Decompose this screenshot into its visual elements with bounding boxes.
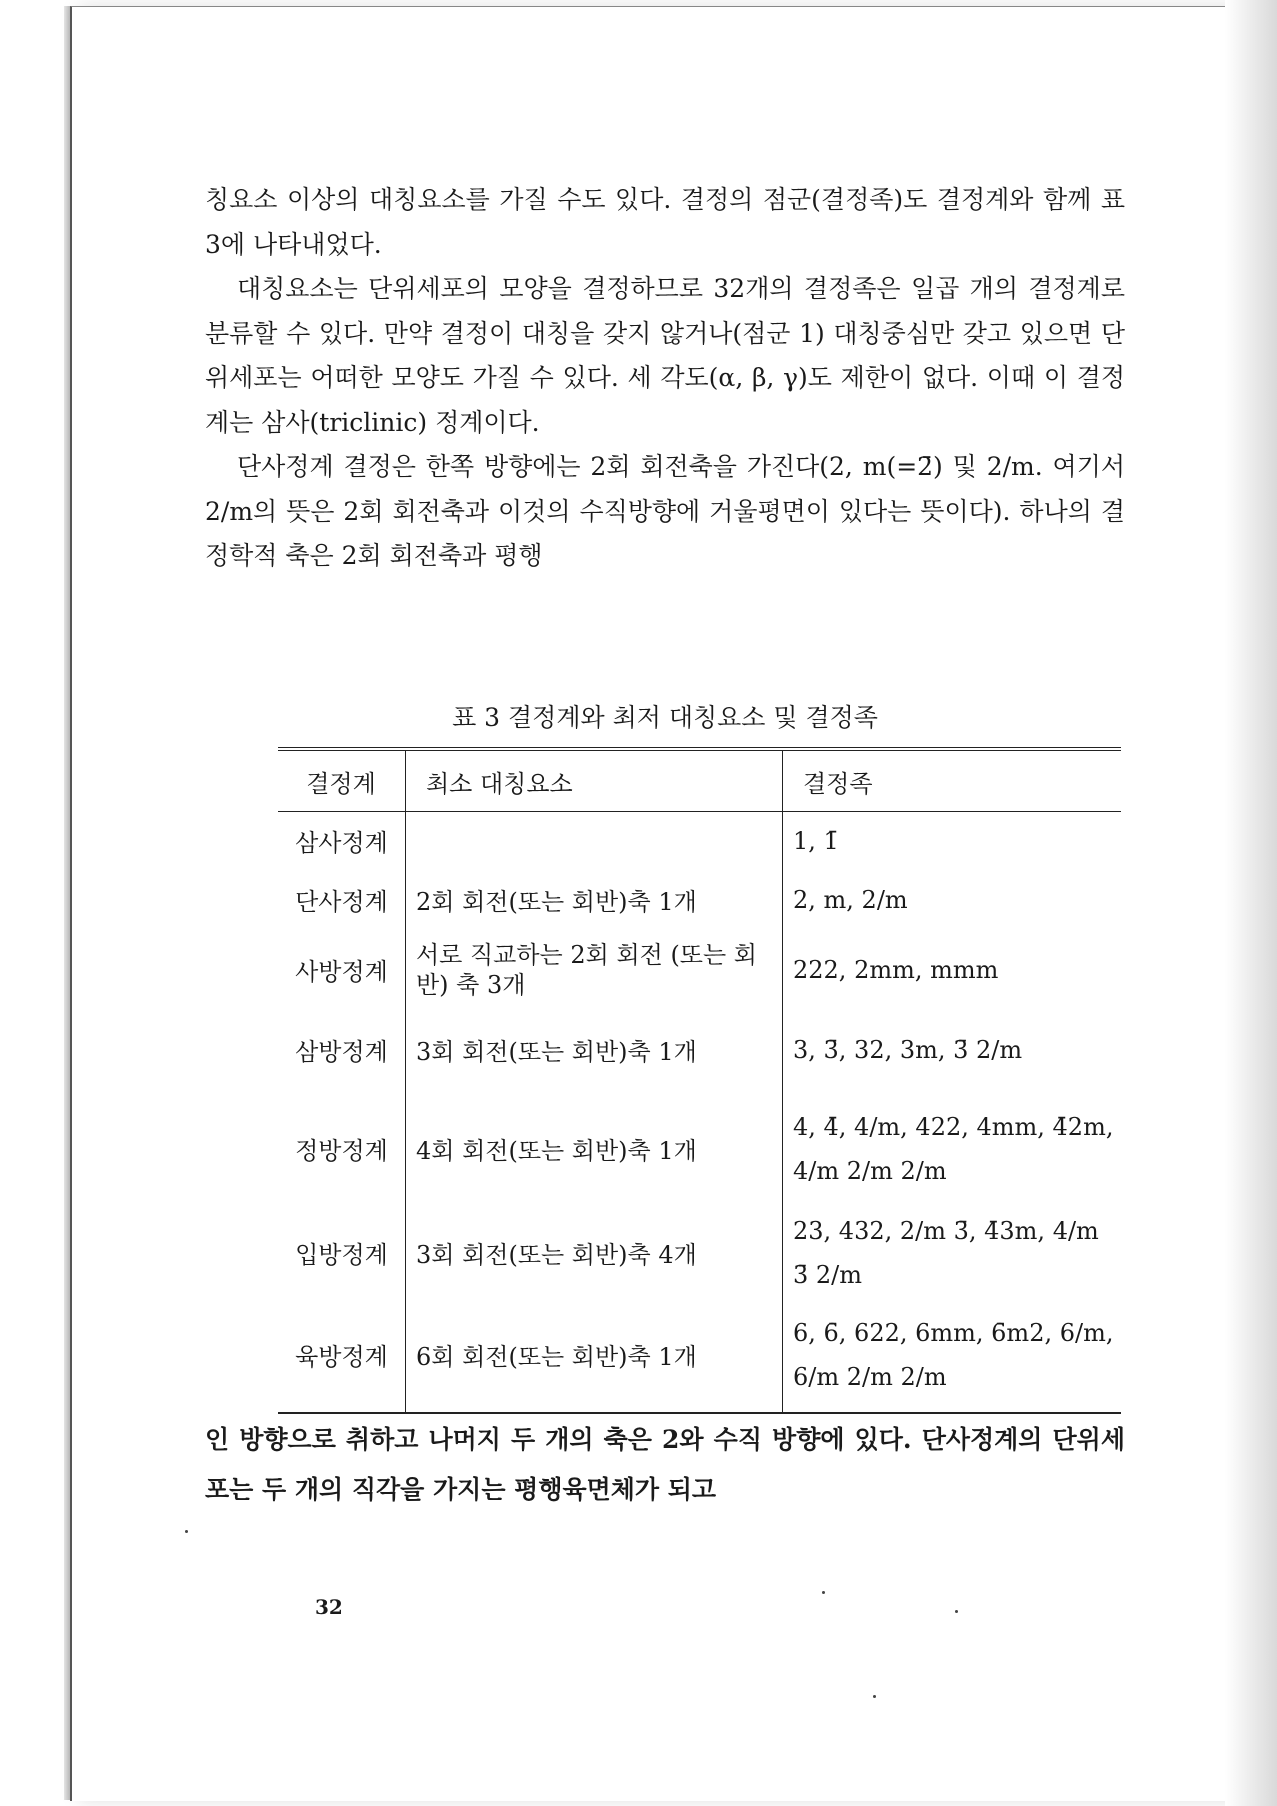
cell-element: 6회 회전(또는 회반)축 1개 bbox=[406, 1298, 783, 1413]
table-header-row bbox=[278, 749, 1121, 812]
cell-groups: 2, m, 2/m bbox=[793, 885, 908, 914]
cell-groups: 4, 4̄, 4/m, 422, 4mm, 4̄2m, 4/m 2/m 2/m bbox=[793, 1112, 1114, 1185]
cell-element: 3회 회전(또는 회반)축 1개 bbox=[406, 1010, 783, 1090]
cell-element bbox=[406, 812, 783, 870]
table-row bbox=[278, 1010, 1121, 1090]
cell-groups: 6, 6̄, 622, 6mm, 6̄m2, 6/m, 6/m 2/m 2/m bbox=[793, 1318, 1114, 1391]
header-groups: 결정족 bbox=[783, 749, 1122, 812]
cell-groups: 222, 2mm, mmm bbox=[793, 955, 999, 984]
top-text-block bbox=[205, 178, 1125, 579]
speck bbox=[185, 1530, 188, 1533]
cell-system: 삼사정계 bbox=[278, 812, 406, 870]
header-element: 최소 대칭요소 bbox=[406, 749, 783, 812]
speck bbox=[955, 1610, 958, 1613]
cell-element: 4회 회전(또는 회반)축 1개 bbox=[406, 1090, 783, 1208]
paragraph-2: 대칭요소는 단위세포의 모양을 결정하므로 32개의 결정족은 일곱 개의 결정계로 분류할 수 있다. 만약 결정이 대칭을 갖지 않거나(점군 1) 대칭중심만 갖고 있으면 단위세포는 어떠한 모양도 가질 수 있다. 세 각도(α, β, γ)도 제한이 없다. 이때 이 결정계는 삼사(triclinic) 정계이다. bbox=[205, 274, 1125, 437]
cell-element: 2회 회전(또는 회반)축 1개 bbox=[406, 870, 783, 930]
page-shadow bbox=[1225, 0, 1277, 1806]
cell-system: 입방정계 bbox=[278, 1208, 406, 1298]
paragraph-4: 인 방향으로 취하고 나머지 두 개의 축은 2와 수직 방향에 있다. 단사정계의 단위세포는 두 개의 직각을 가지는 평행육면체가 되고 bbox=[205, 1425, 1125, 1504]
cell-groups: 23, 432, 2/m 3̄, 4̄3m, 4/m 3̄ 2/m bbox=[793, 1216, 1099, 1289]
header-system: 결정계 bbox=[278, 749, 406, 812]
page-number: 32 bbox=[315, 1595, 343, 1619]
table-row bbox=[278, 1090, 1121, 1208]
cell-element: 3회 회전(또는 회반)축 4개 bbox=[406, 1208, 783, 1298]
cell-system: 단사정계 bbox=[278, 870, 406, 930]
cell-groups: 1, 1̄ bbox=[793, 826, 839, 855]
speck bbox=[873, 1695, 876, 1698]
paragraph-1: 칭요소 이상의 대칭요소를 가질 수도 있다. 결정의 점군(결정족)도 결정계와 함께 표 3에 나타내었다. bbox=[205, 185, 1125, 259]
paragraph-3: 단사정계 결정은 한쪽 방향에는 2회 회전축을 가진다(2, m(=2̄) 및 2/m. 여기서 2/m의 뜻은 2회 회전축과 이것의 수직방향에 거울평면이 있다는 뜻이다). 하나의 결정학적 축은 2회 회전축과 평행 bbox=[205, 452, 1125, 570]
cell-groups: 3, 3̄, 32, 3m, 3̄ 2/m bbox=[793, 1035, 1023, 1064]
cell-element: 서로 직교하는 2회 회전 (또는 회반) 축 3개 bbox=[406, 930, 783, 1010]
table-row bbox=[278, 930, 1121, 1010]
cell-system: 정방정계 bbox=[278, 1090, 406, 1208]
table-row bbox=[278, 1298, 1121, 1413]
bottom-text-block bbox=[205, 1415, 1125, 1515]
crystal-system-table bbox=[278, 747, 1121, 1414]
table-row bbox=[278, 812, 1121, 870]
cell-system: 육방정계 bbox=[278, 1298, 406, 1413]
cell-system: 삼방정계 bbox=[278, 1010, 406, 1090]
cell-system: 사방정계 bbox=[278, 930, 406, 1010]
table-row bbox=[278, 1208, 1121, 1298]
table-caption: 표 3 결정계와 최저 대칭요소 및 결정족 bbox=[452, 703, 878, 732]
table-row bbox=[278, 870, 1121, 930]
speck bbox=[822, 1591, 825, 1594]
